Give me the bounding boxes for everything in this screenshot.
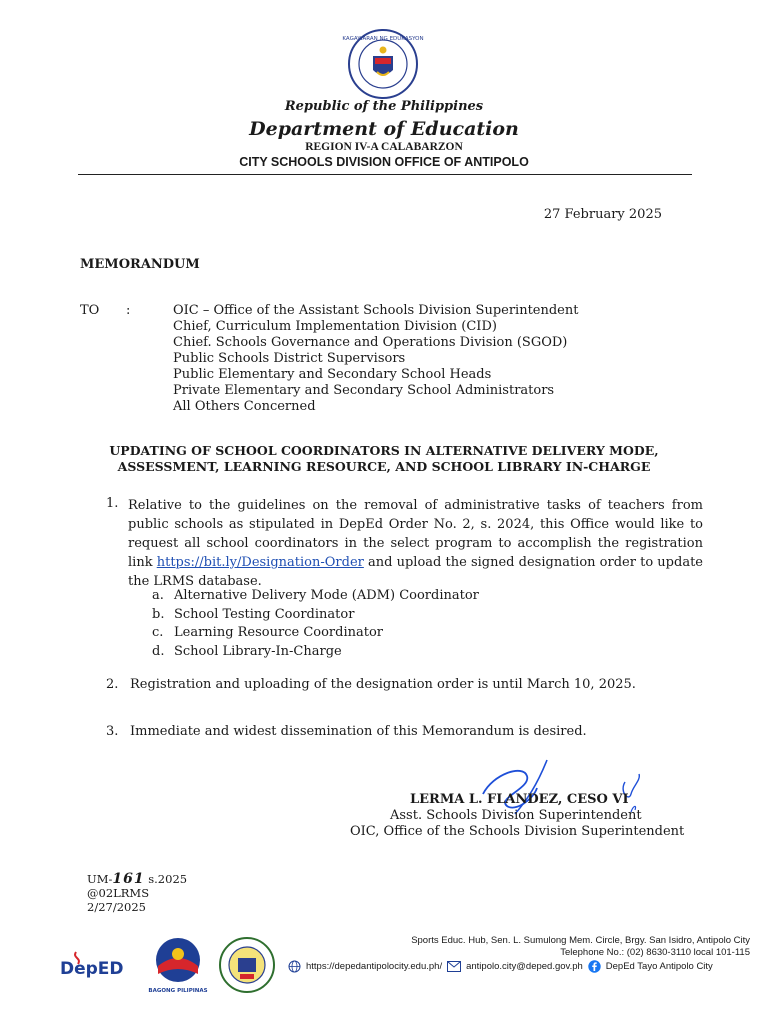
- svg-text:KAGAWARAN NG EDUKASYON: KAGAWARAN NG EDUKASYON: [342, 36, 424, 42]
- deped-seal-logo: [342, 28, 424, 100]
- memo-number: UM-161 s.2025: [87, 871, 188, 887]
- bagong-pilipinas-text: BAGONG PILIPINAS: [148, 988, 208, 994]
- recipient-list: [173, 303, 578, 415]
- coordinator-list: [152, 587, 479, 661]
- header-department: Department of Education: [249, 118, 519, 140]
- list-item: d. School Library-In-Charge: [152, 643, 342, 659]
- list-item: a. Alternative Delivery Mode (ADM) Coordinator: [152, 588, 479, 603]
- paragraph-3: Immediate and widest dissemination of this Memorandum is desired.: [130, 724, 587, 739]
- paragraph-2: Registration and uploading of the designation order is until March 10, 2025.: [130, 677, 636, 692]
- recipient-item: OIC – Office of the Assistant Schools Division Superintendent: [173, 303, 579, 318]
- paragraph-1: [128, 496, 703, 591]
- header-republic: Republic of the Philippines: [284, 99, 484, 114]
- signatory-title: Asst. Schools Division Superintendent: [390, 808, 642, 823]
- address-text: Sports Educ. Hub, Sen. L. Sumulong Mem. Circle, Brgy. San Isidro, Antipolo City: [411, 935, 750, 946]
- paragraph-text: and upload the signed designation order to update the LRMS database.: [128, 555, 703, 589]
- footer-contacts: [288, 960, 713, 973]
- to-colon: :: [126, 303, 131, 318]
- paragraph-number: 1.: [106, 496, 119, 511]
- division-seal-logo: [218, 936, 276, 994]
- deped-logo-text: DepED: [60, 959, 124, 979]
- header-divider: [78, 174, 692, 175]
- memo-subject: [90, 443, 678, 475]
- website-link[interactable]: https://depedantipolocity.edu.ph/: [306, 961, 443, 972]
- to-label: TO: [80, 303, 100, 318]
- recipient-item: Public Schools District Supervisors: [173, 351, 406, 366]
- paragraph-number: 3.: [106, 724, 119, 739]
- header-division: CITY SCHOOLS DIVISION OFFICE OF ANTIPOLO: [239, 155, 529, 169]
- paragraph-text: Relative to the guidelines on the removal of administrative tasks of teachers from public schools as stipulated in DepEd Order No. 2, s. 2024, this Office would like to request all school coordinators in the select program to accomplish the registration link: [128, 498, 703, 570]
- memo-label: MEMORANDUM: [80, 257, 200, 272]
- email-link[interactable]: antipolo.city@deped.gov.ph: [466, 961, 583, 972]
- paragraph-number: 2.: [106, 677, 119, 692]
- list-item: b. School Testing Coordinator: [152, 606, 355, 622]
- mail-icon: [447, 961, 461, 972]
- recipient-item: Chief, Curriculum Implementation Division (CID): [173, 319, 497, 334]
- list-item: c. Learning Resource Coordinator: [152, 625, 384, 640]
- subject-line: ASSESSMENT, LEARNING RESOURCE, AND SCHOOL LIBRARY IN-CHARGE: [117, 459, 651, 474]
- memo-reference: [87, 872, 187, 914]
- signatory-name: LERMA L. FLANDEZ, CESO VI: [410, 792, 629, 807]
- footer-address: [411, 935, 750, 959]
- signatory-office: OIC, Office of the Schools Division Superintendent: [350, 824, 685, 839]
- recipient-item: Chief. Schools Governance and Operations Division (SGOD): [173, 335, 568, 350]
- recipient-item: All Others Concerned: [173, 399, 316, 414]
- recipient-item: Private Elementary and Secondary School Administrators: [173, 383, 555, 398]
- bagong-pilipinas-logo: [150, 936, 206, 994]
- registration-link[interactable]: https://bit.ly/Designation-Order: [156, 555, 364, 570]
- reference-code: @02LRMS: [87, 886, 150, 900]
- globe-icon: [288, 960, 301, 973]
- memo-date: 27 February 2025: [543, 207, 662, 222]
- subject-line: UPDATING OF SCHOOL COORDINATORS IN ALTERNATIVE DELIVERY MODE,: [109, 443, 659, 458]
- reference-date: 2/27/2025: [87, 900, 146, 914]
- header-region: REGION IV-A CALABARZON: [305, 141, 463, 153]
- deped-logo: [60, 948, 138, 982]
- recipient-item: Public Elementary and Secondary School Heads: [173, 367, 492, 382]
- facebook-icon: [588, 960, 601, 973]
- telephone-text: Telephone No.: (02) 8630-3110 local 101-115: [560, 947, 750, 958]
- facebook-link[interactable]: DepEd Tayo Antipolo City: [605, 961, 713, 972]
